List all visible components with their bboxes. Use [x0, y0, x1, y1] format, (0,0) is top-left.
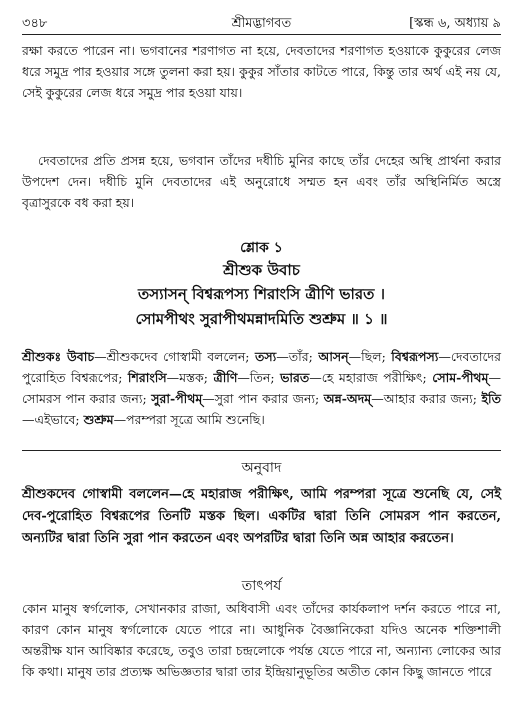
chapter-reference: [স্কন্ধ ৬, অধ্যায় ৯: [409, 16, 501, 31]
section-rule: [22, 450, 501, 451]
synonym-meaning: —পরম্পরা সূত্রে আমি শুনেছি।: [113, 412, 265, 427]
synonym-meaning: —শ্রীশুকদেব গোস্বামী বললেন;: [94, 349, 255, 364]
synonym-term: সুরা-পীথম্: [151, 391, 203, 406]
synonym-meaning: —মস্তক;: [166, 370, 214, 385]
purport-continued: রক্ষা করতে পারেন না। ভগবানের শরণাগত না হয়ে, দেবতাদের শরণাগত হওয়াকে কুকুরের লেজ ধরে সমুদ্র পার হওয়ার সঙ্গে তুলনা করা হয়। কুকুর সাঁতার কাটতে পারে, কিন্তু তার অর্থ এই নয় যে, সেই কুকুরের লেজ ধরে সমুদ্র পার হওয়া যায়।: [22, 43, 501, 100]
synonym-meaning: —হে মহারাজ পরীক্ষিৎ;: [309, 370, 433, 385]
verse-speaker: শ্রীশুক উবাচ: [223, 261, 300, 279]
verse-line-2: সোমপীথং সুরাপীথমন্নাদমিতি শুশ্রুম ॥ ১ ॥: [135, 310, 388, 328]
word-for-word-meanings: [22, 346, 501, 430]
verse-heading: শ্লোক ১: [240, 240, 283, 256]
verse-line-1: তস্যাসন্ বিশ্বরূপস্য শিরাংসি ত্রীণি ভারত ।: [138, 285, 385, 303]
synonym-meaning: —এইভাবে;: [22, 412, 84, 427]
synonym-term: অন্ন-অদম্: [323, 391, 372, 406]
synonym-term: তস্য: [254, 349, 277, 364]
translation-text: শ্রীশুকদেব গোস্বামী বললেন—হে মহারাজ পরীক্ষিৎ, আমি পরম্পরা সূত্রে শুনেছি যে, সেই দেব-পুরোহিত বিশ্বরূপের তিনটি মস্তক ছিল। একটির দ্বারা তিনি সোমরস পান করতেন, অন্যটির দ্বারা তিনি সুরা পান করতেন এবং অপরটির দ্বারা তিনি অন্ন আহার করতেন।: [22, 487, 501, 546]
purport-heading: তাৎপর্য: [241, 578, 282, 594]
synonym-meaning: —আহার করার জন্য;: [371, 391, 482, 406]
purport-heading-wrap: [22, 576, 501, 600]
synonym-term: ত্রীণি: [213, 370, 238, 385]
translation-heading: অনুবাদ: [241, 460, 282, 476]
synonym-meaning: —তাঁর;: [276, 349, 319, 364]
purport-text: কোন মানুষ স্বর্গলোক, সেখানকার রাজা, অধিবাসী এবং তাঁদের কার্যকলাপ দর্শন করতে পারে না, কারণ কোন মানুষ স্বর্গলোকে যেতে পারে না। আধুনিক বৈজ্ঞানিকেরা যদিও অনেক শক্তিশালী অন্তরীক্ষ যান আবিষ্কার করেছে, তবুও তারা চন্দ্রলোকে পর্যন্ত যেতে পারে না, অন্যান্য লোকের আর কি কথা। মানুষ তার প্রত্যক্ষ অভিজ্ঞতার দ্বারা তার ইন্দ্রিয়ানুভূতির অতীত কোন কিছু জানতে পারে: [22, 601, 501, 679]
translation-heading-wrap: [22, 458, 501, 482]
synonym-term: ভারত: [280, 370, 310, 385]
verse-block: [22, 238, 501, 342]
book-title: শ্রীমদ্ভাগবত: [231, 16, 292, 31]
synonym-term: শিরাংসি: [127, 370, 167, 385]
synonym-meaning: —সোমরস পান করার জন্য;: [22, 370, 501, 406]
synonym-meaning: —ছিল;: [348, 349, 392, 364]
synonym-term: শুশ্রুম: [83, 412, 114, 427]
header-rule: [22, 34, 501, 35]
synonym-meaning: —দেবতাদের পুরোহিত বিশ্বরূপের;: [22, 349, 501, 385]
page-header: [22, 14, 501, 36]
synonym-term: বিশ্বরূপস্য: [391, 349, 439, 364]
synonym-meaning: —তিন;: [237, 370, 281, 385]
purport-paragraph: দেবতাদের প্রতি প্রসন্ন হয়ে, ভগবান তাঁদের দধীচি মুনির কাছে তাঁর দেহের অস্থি প্রার্থনা করার উপদেশ দেন। দধীচি মুনি দেবতাদের এই অনুরোধে সম্মত হন এবং তাঁর অস্থিনির্মিত অস্ত্রে বৃত্রাসুরকে বধ করা হয়।: [22, 153, 501, 210]
synonym-meaning: —সুরা পান করার জন্য;: [202, 391, 324, 406]
synonym-term: আসন্: [318, 349, 349, 364]
synonym-term: সোম-পীথম্: [432, 370, 489, 385]
page-number: ৩৪৮: [22, 16, 48, 31]
synonym-term: ইতি: [481, 391, 501, 406]
synonym-term: শ্রীশুকঃ উবাচ: [22, 349, 95, 364]
